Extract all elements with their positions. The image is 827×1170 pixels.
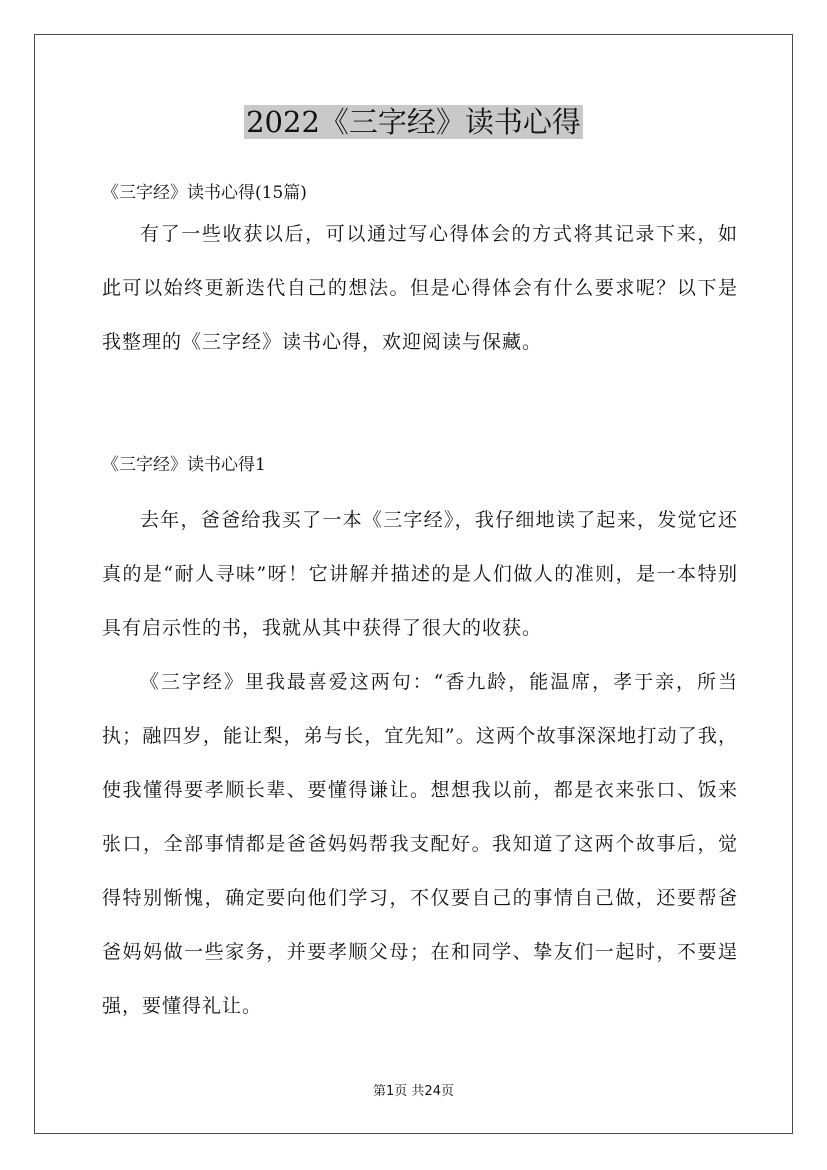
document-title bbox=[0, 102, 827, 142]
page-number: 第1页 共24页 bbox=[373, 1084, 454, 1099]
body-paragraph: 《三字经》里我最喜爱这两句：“香九龄，能温席，孝于亲，所当执；融四岁，能让梨，弟与长，宜先知”。这两个故事深深地打动了我，使我懂得要孝顺长辈、要懂得谦让。想想我以前，都是衣来张口、饭来张口，全部事情都是爸爸妈妈帮我支配好。我知道了这两个故事后，觉得特别惭愧，确定要向他们学习，不仅要自己的事情自己做，还要帮爸爸妈妈做一些家务，并要孝顺父母；在和同学、挚友们一起时，不要逞强，要懂得礼让。 bbox=[102, 671, 738, 1017]
document-title-text: 2022《三字经》读书心得 bbox=[246, 105, 581, 139]
intro-paragraph: 有了一些收获以后，可以通过写心得体会的方式将其记录下来，如此可以始终更新迭代自己的想法。但是心得体会有什么要求呢？以下是我整理的《三字经》读书心得，欢迎阅读与保藏。 bbox=[102, 223, 738, 353]
document-subtitle: 《三字经》读书心得(15篇) bbox=[102, 183, 307, 203]
section-heading: 《三字经》读书心得1 bbox=[102, 455, 266, 475]
body-paragraph: 去年，爸爸给我买了一本《三字经》，我仔细地读了起来，发觉它还真的是“耐人寻味”呀！它讲解并描述的是人们做人的准则，是一本特别具有启示性的书，我就从其中获得了很大的收获。 bbox=[102, 509, 738, 639]
